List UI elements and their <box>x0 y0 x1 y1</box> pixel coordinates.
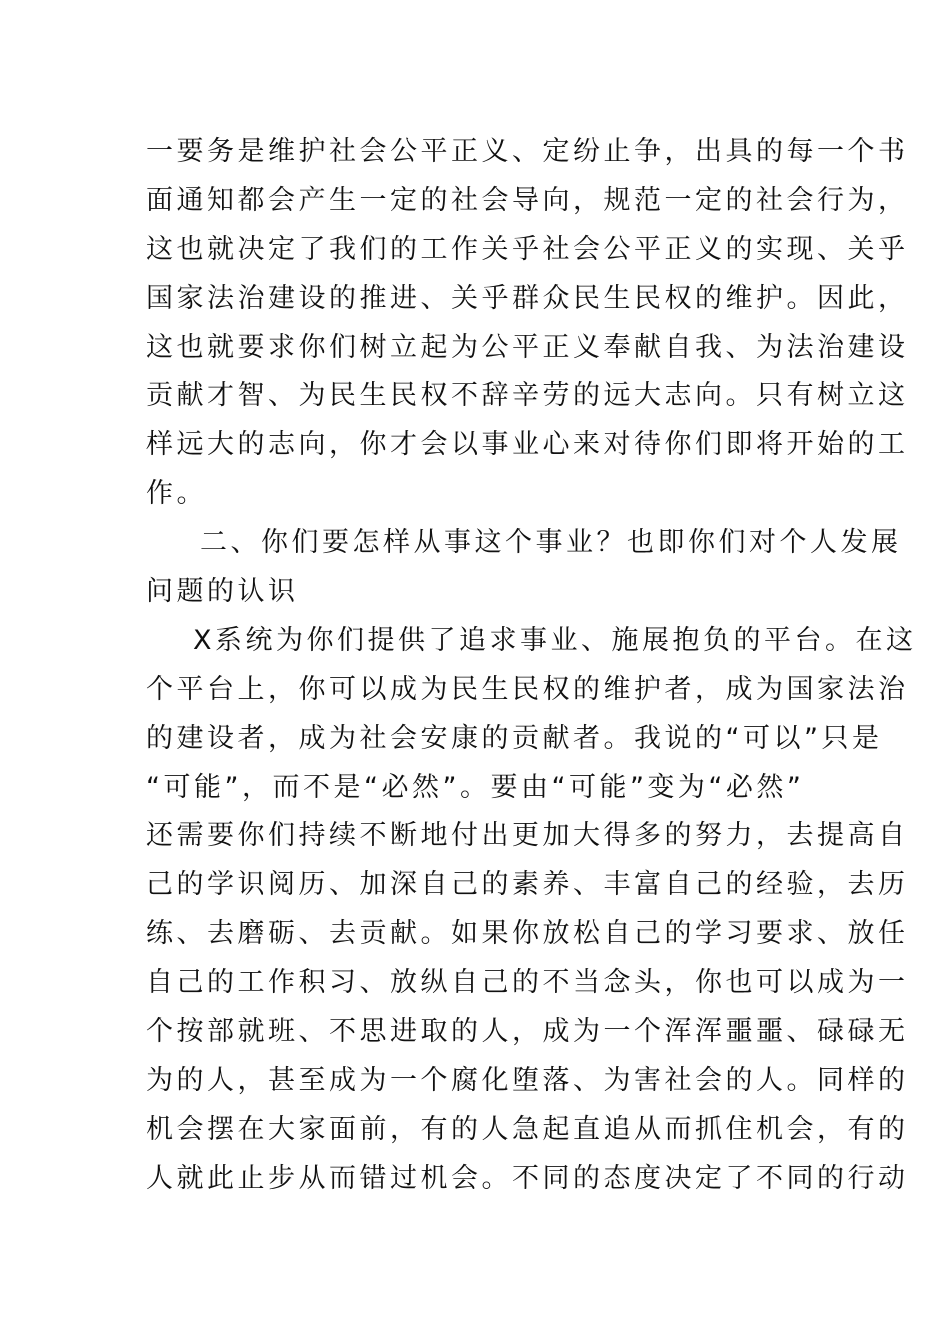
document-body <box>146 128 917 1204</box>
paragraph-line: 样远大的志向，你才会以事业心来对待你们即将开始的工 <box>146 429 909 461</box>
paragraph-line: 机会摆在大家面前，有的人急起直追从而抓住机会，有的 <box>146 1113 909 1145</box>
paragraph-line: X系统为你们提供了追求事业、施展抱负的平台。在这 <box>193 624 917 656</box>
paragraph-line: 练、去磨砺、去贡献。如果你放松自己的学习要求、放任 <box>146 918 909 950</box>
paragraph-line: 自己的工作积习、放纵自己的不当念头，你也可以成为一 <box>146 967 909 999</box>
paragraph-line: 这也就要求你们树立起为公平正义奉献自我、为法治建设 <box>146 331 909 363</box>
paragraph-line: 还需要你们持续不断地付出更加大得多的努力，去提高自 <box>146 820 909 852</box>
paragraph-line: 的建设者，成为社会安康的贡献者。我说的“可以”只是 <box>146 722 883 754</box>
paragraph-1 <box>146 128 909 519</box>
paragraph-line: 人就此止步从而错过机会。不同的态度决定了不同的行动 <box>146 1162 909 1194</box>
paragraph-2 <box>146 617 917 1204</box>
paragraph-line: 个平台上，你可以成为民生民权的维护者，成为国家法治 <box>146 673 909 705</box>
heading-line: 问题的认识 <box>146 576 299 608</box>
paragraph-line: 一要务是维护社会公平正义、定纷止争，出具的每一个书 <box>146 136 909 167</box>
paragraph-line: 个按部就班、不思进取的人，成为一个浑浑噩噩、碌碌无 <box>146 1016 909 1048</box>
paragraph-line: 作。 <box>146 478 207 510</box>
paragraph-line: 贡献才智、为民生民权不辞辛劳的远大志向。只有树立这 <box>146 380 909 412</box>
heading-line: 二、你们要怎样从事这个事业？也即你们对个人发展 <box>200 527 902 559</box>
paragraph-line: 面通知都会产生一定的社会导向，规范一定的社会行为， <box>146 184 909 216</box>
paragraph-line: 这也就决定了我们的工作关乎社会公平正义的实现、关乎 <box>146 233 909 265</box>
paragraph-line: 己的学识阅历、加深自己的素养、丰富自己的经验，去历 <box>146 869 909 901</box>
paragraph-line: 为的人，甚至成为一个腐化堕落、为害社会的人。同样的 <box>146 1064 909 1096</box>
section-heading-2 <box>146 519 902 617</box>
paragraph-line: 国家法治建设的推进、关乎群众民生民权的维护。因此， <box>146 282 909 314</box>
paragraph-line: “可能”，而不是“必然”。要由“可能”变为“必然” <box>146 771 805 803</box>
